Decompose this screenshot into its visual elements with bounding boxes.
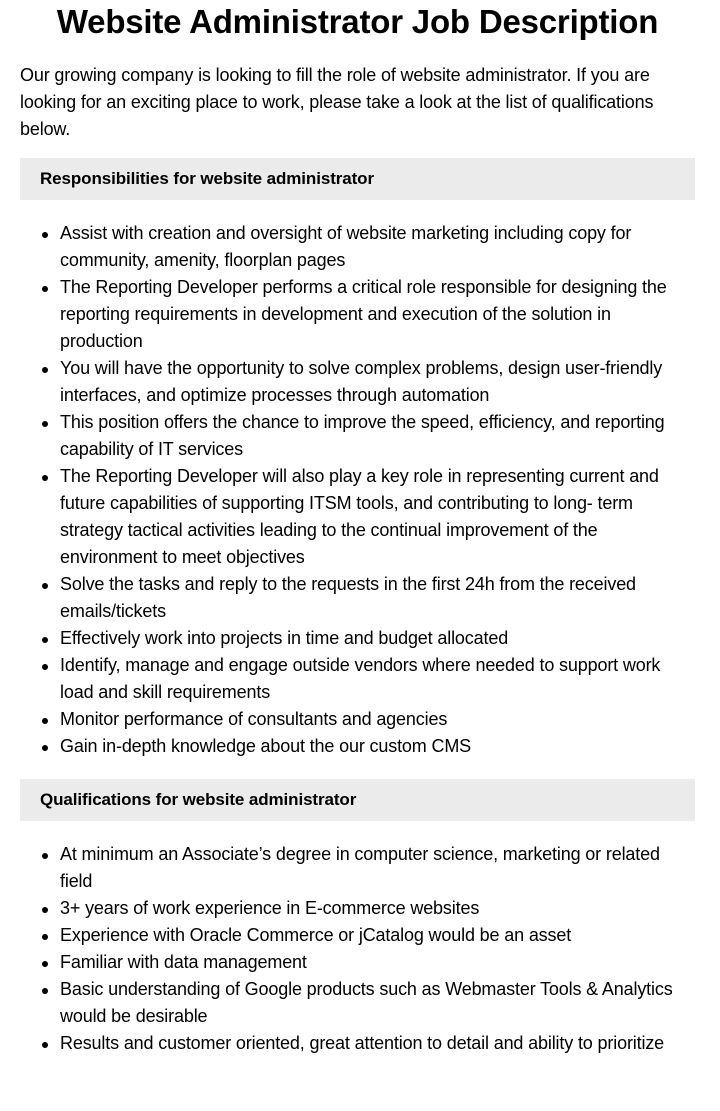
list-item <box>20 652 695 706</box>
page-title: Website Administrator Job Description <box>56 3 659 40</box>
list-item-text: 3+ years of work experience in E-commerce websites <box>60 898 480 918</box>
list-item-text: Gain in-depth knowledge about the our custom CMS <box>60 736 472 756</box>
list-item <box>20 706 695 733</box>
bullet-icon <box>42 583 48 589</box>
intro-paragraph: Our growing company is looking to fill the role of website administrator. If you are looking for an exciting place to work, please take a look at the list of qualifications below. <box>20 65 654 139</box>
qualifications-list <box>20 841 695 1057</box>
list-item-text: Familiar with data management <box>60 952 307 972</box>
list-item <box>20 409 695 463</box>
qualifications-heading: Qualifications for website administrator <box>20 779 695 821</box>
list-item <box>20 841 695 895</box>
list-item-text: Experience with Oracle Commerce or jCatalog would be an asset <box>60 925 572 945</box>
bullet-icon <box>42 367 48 373</box>
list-item <box>20 625 695 652</box>
list-item <box>20 922 695 949</box>
bullet-icon <box>42 1042 48 1048</box>
bullet-icon <box>42 475 48 481</box>
list-item-text: You will have the opportunity to solve complex problems, design user-friendly interfaces, and optimize processes through automation <box>60 358 663 405</box>
bullet-icon <box>42 232 48 238</box>
list-item-text: The Reporting Developer performs a critical role responsible for designing the reporting requirements in development and execution of the solution in production <box>60 277 667 351</box>
list-item <box>20 463 695 571</box>
bullet-icon <box>42 637 48 643</box>
list-item <box>20 274 695 355</box>
list-item-text: Solve the tasks and reply to the requests in the first 24h from the received emails/tickets <box>60 574 636 621</box>
responsibilities-list <box>20 220 695 760</box>
list-item <box>20 976 695 1030</box>
bullet-icon <box>42 988 48 994</box>
bullet-icon <box>42 961 48 967</box>
bullet-icon <box>42 718 48 724</box>
list-item <box>20 571 695 625</box>
list-item-text: Assist with creation and oversight of website marketing including copy for community, amenity, floorplan pages <box>60 223 632 270</box>
list-item <box>20 1030 695 1057</box>
list-item-text: At minimum an Associate’s degree in computer science, marketing or related field <box>60 844 660 891</box>
list-item <box>20 895 695 922</box>
bullet-icon <box>42 421 48 427</box>
bullet-icon <box>42 664 48 670</box>
bullet-icon <box>42 907 48 913</box>
list-item-text: Identify, manage and engage outside vendors where needed to support work load and skill requirements <box>60 655 661 702</box>
bullet-icon <box>42 745 48 751</box>
list-item-text: Results and customer oriented, great attention to detail and ability to prioritize <box>60 1033 665 1053</box>
list-item <box>20 220 695 274</box>
list-item <box>20 733 695 760</box>
bullet-icon <box>42 286 48 292</box>
bullet-icon <box>42 934 48 940</box>
list-item-text: This position offers the chance to improve the speed, efficiency, and reporting capability of IT services <box>60 412 665 459</box>
list-item-text: The Reporting Developer will also play a key role in representing current and future capabilities of supporting ITSM tools, and contributing to long- term strategy tactical activities leading to the continual improvement of the environment to meet objectives <box>60 466 659 567</box>
job-description-page <box>20 0 695 1057</box>
list-item <box>20 949 695 976</box>
list-item-text: Basic understanding of Google products such as Webmaster Tools & Analytics would be desirable <box>60 979 673 1026</box>
list-item <box>20 355 695 409</box>
responsibilities-heading: Responsibilities for website administrator <box>20 158 695 200</box>
list-item-text: Effectively work into projects in time and budget allocated <box>60 628 509 648</box>
list-item-text: Monitor performance of consultants and agencies <box>60 709 448 729</box>
bullet-icon <box>42 853 48 859</box>
